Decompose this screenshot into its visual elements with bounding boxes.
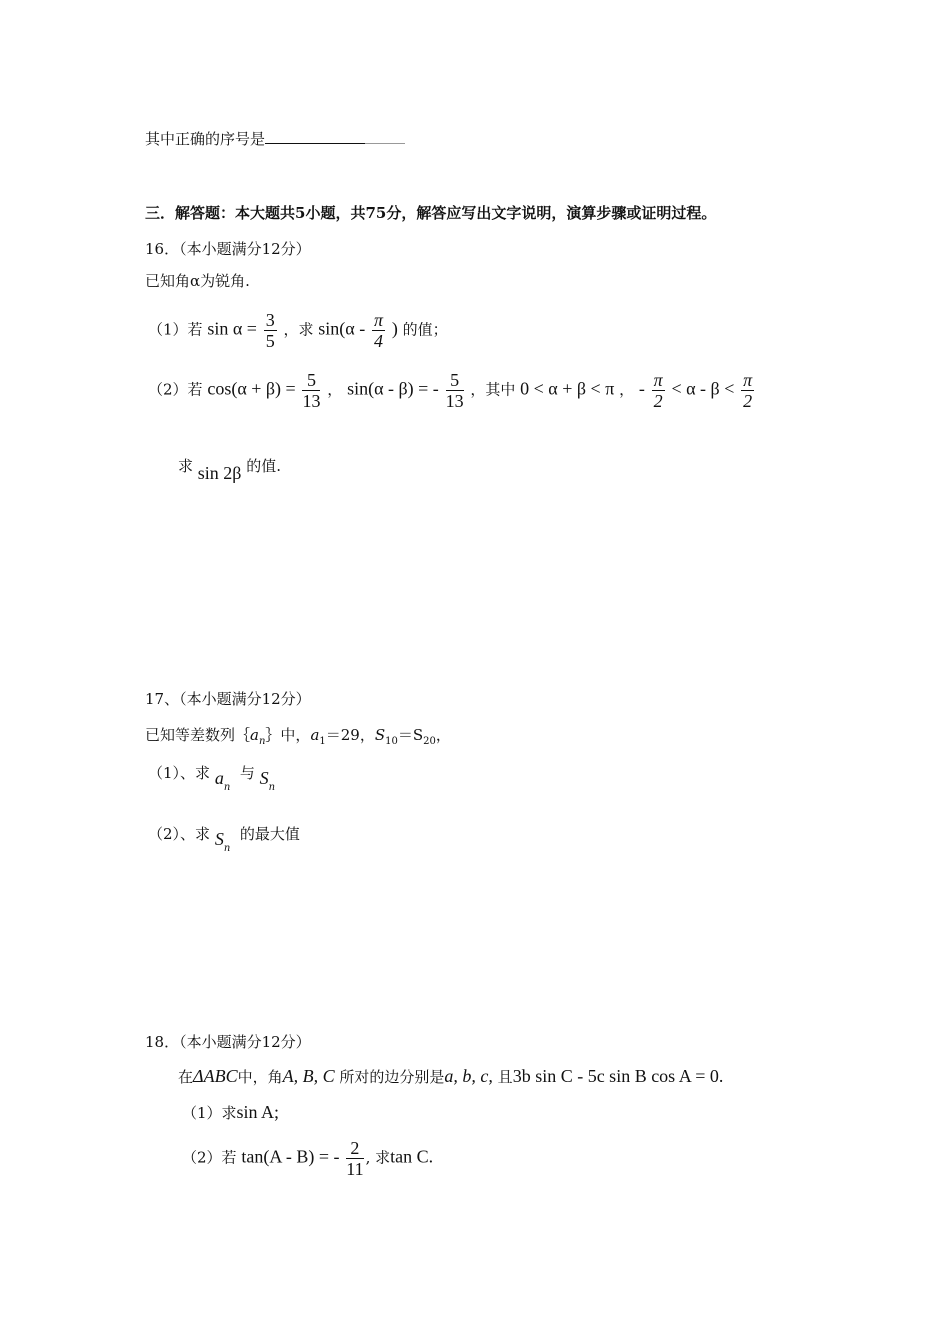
q16-part2-c4-minus: - <box>638 378 645 399</box>
q18-given-equation: 3b sin C - 5c sin B cos A = 0. <box>512 1066 724 1086</box>
q17-given-mid: ｝中， <box>265 726 311 744</box>
q18-part1 <box>182 1102 279 1123</box>
q16-part2-sep3: ， <box>619 380 635 399</box>
q18-given-prefix: 在 <box>178 1068 194 1086</box>
q17-given-prefix: 已知等差数列｛ <box>145 726 251 744</box>
q16-part2-c4-mid: < α - β < <box>671 378 735 399</box>
q16-part2-c1-lhs: cos(α + β) = <box>207 378 296 399</box>
q18-part2-prefix: （2）若 <box>182 1148 237 1167</box>
q16-part2-c3: 0 < α + β < π <box>520 378 615 399</box>
q17-header: 17、（本小题满分12分） <box>145 690 311 708</box>
q17-given-eq2: ＝S <box>397 726 424 744</box>
q18-header: 18．（本小题满分12分） <box>145 1033 311 1051</box>
q16-part2-ask-prefix: 求 <box>178 457 194 475</box>
q17-given-s: S <box>374 726 386 744</box>
q18-given-mid2: 所对的边分别是 <box>339 1068 445 1086</box>
q16-part1-expr-lhs: sin(α - <box>318 318 366 339</box>
q17-given-a: a <box>250 726 259 744</box>
q17-part2-suffix: 的最大值 <box>239 825 300 843</box>
section-heading: 三．解答题：本大题共5小题，共75分，解答应写出文字说明，演算步骤或证明过程。 <box>145 204 717 222</box>
q17-part1-a: a <box>214 768 224 788</box>
answer-blank-extension <box>365 129 405 144</box>
q18-given-mid1: 中，角 <box>237 1068 283 1086</box>
q17-given-end: ， <box>435 726 451 744</box>
q16-part2 <box>148 370 756 411</box>
fraction-denominator: 4 <box>374 331 384 351</box>
fraction-numerator: 2 <box>346 1138 363 1159</box>
q16-part2-prefix: （2）若 <box>148 380 203 399</box>
q16-part2-c1-fraction <box>302 370 320 411</box>
fraction-numerator: π <box>653 370 663 390</box>
q16-part1-cond-fraction <box>264 310 277 351</box>
q18-given-angles: A, B, C <box>282 1066 335 1086</box>
fill-in-label: 其中正确的序号是 <box>145 130 266 148</box>
q17-given-s2-sub: 20 <box>423 736 436 747</box>
q17-given-eq1: ＝29， <box>325 726 375 744</box>
fraction-numerator: 5 <box>446 370 464 391</box>
q18-given <box>178 1066 723 1087</box>
q16-part2-c2-lhs: sin(α - β) = - <box>347 378 439 399</box>
q17-given-a1-sub: 1 <box>319 736 326 747</box>
q16-part2-sep1: ， <box>327 380 343 399</box>
fraction-numerator: π <box>743 370 753 390</box>
q16-header: 16．（本小题满分12分） <box>145 240 311 258</box>
q16-part1-expr-rhs: ) <box>391 318 398 339</box>
fraction-numerator: 3 <box>265 310 275 330</box>
fraction-denominator: 5 <box>265 331 275 351</box>
q17-given <box>145 724 451 747</box>
q16-part2-c4-fraction1 <box>652 370 665 411</box>
q16-part1-suffix: 的值； <box>402 320 448 339</box>
answer-blank[interactable] <box>265 129 365 144</box>
q16-part1-prefix: （1）若 <box>148 320 203 339</box>
q16-part1-mid: ，求 <box>283 320 314 339</box>
q18-part2 <box>182 1138 433 1179</box>
q16-part1 <box>148 310 448 351</box>
q17-part1-and: 与 <box>239 764 255 782</box>
q18-part2-lhs: tan(A - B) = - <box>241 1146 340 1167</box>
q17-part1 <box>148 762 276 793</box>
q17-part2 <box>148 823 300 854</box>
fraction-denominator: 13 <box>445 391 464 411</box>
q17-given-s-sub: 10 <box>385 736 398 747</box>
q17-part2-prefix: （2）、求 <box>148 825 211 843</box>
q17-part2-s-sub: n <box>223 843 231 854</box>
q17-part1-s: S <box>259 768 269 788</box>
fraction-numerator: 5 <box>302 370 320 391</box>
q17-given-a-sub: n <box>258 736 266 747</box>
fraction-denominator: 11 <box>346 1159 364 1179</box>
q18-part2-mid: , 求 <box>365 1148 391 1167</box>
q16-part2-c2-fraction <box>446 370 464 411</box>
q17-given-a1: a <box>310 726 320 744</box>
q16-part2-expr: sin 2β <box>197 463 242 483</box>
q18-part2-expr: tan C. <box>390 1146 434 1167</box>
q18-part2-fraction <box>346 1138 363 1179</box>
q17-part1-prefix: （1）、求 <box>148 764 211 782</box>
fraction-numerator: π <box>374 310 384 330</box>
q18-given-triangle: ΔABC <box>193 1066 238 1086</box>
q18-given-sides: a, b, c, <box>444 1066 493 1086</box>
q16-part1-cond-lhs: sin α = <box>207 318 257 339</box>
fill-in-line <box>145 128 405 149</box>
q16-part2-c4-fraction2 <box>741 370 754 411</box>
fraction-denominator: 2 <box>743 391 753 411</box>
q16-part2-suffix: 的值. <box>246 457 282 475</box>
q16-part1-expr-fraction <box>372 310 385 351</box>
q17-part1-a-sub: n <box>223 782 231 793</box>
q16-part2-ask <box>178 455 282 483</box>
q17-part2-s: S <box>214 829 224 849</box>
fraction-denominator: 13 <box>302 391 321 411</box>
q17-part1-s-sub: n <box>268 782 276 793</box>
q18-given-mid3: 且 <box>497 1068 513 1086</box>
q16-given: 已知角α为锐角. <box>145 272 250 290</box>
q18-part1-expr: sin A; <box>236 1102 280 1122</box>
q18-part1-prefix: （1）求 <box>182 1104 237 1122</box>
q16-part2-sep2: ，其中 <box>470 380 516 399</box>
fraction-denominator: 2 <box>653 391 663 411</box>
